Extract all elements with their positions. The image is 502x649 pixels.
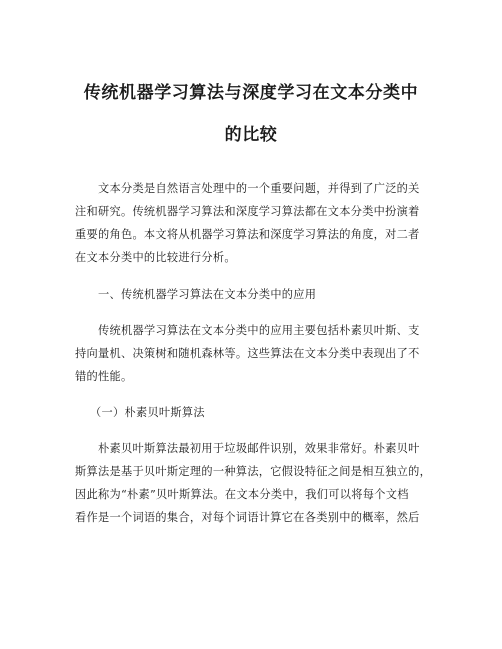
paragraph-2-line-1: 传统机器学习算法在文本分类中的应用主要包括朴素贝叶斯、支 (98, 324, 420, 337)
subsection-1-heading: （一）朴素贝叶斯算法 (90, 406, 205, 419)
paragraph-2-line-3: 错的性能。 (75, 370, 133, 383)
document-title-line-1: 传统机器学习算法与深度学习在文本分类中 (83, 83, 419, 103)
paragraph-3-line-3: 因此称为“朴素”贝叶斯算法。在文本分类中，我们可以将每个文档 (75, 488, 409, 501)
paragraph-2-line-2: 持向量机、决策树和随机森林等。这些算法在文本分类中表现出了不 (75, 347, 420, 360)
section-1-heading: 一、传统机器学习算法在文本分类中的应用 (98, 288, 317, 301)
paragraph-1-line-2: 注和研究。传统机器学习算法和深度学习算法都在文本分类中扮演着 (75, 205, 420, 218)
paragraph-3-line-2: 斯算法是基于贝叶斯定理的一种算法，它假设特征之间是相互独立的， (75, 465, 432, 478)
paragraph-1-line-3: 重要的角色。本文将从机器学习算法和深度学习算法的角度，对二者 (75, 228, 420, 241)
paragraph-1-line-4: 在文本分类中的比较进行分析。 (75, 251, 236, 264)
paragraph-3-line-4: 看作是一个词语的集合，对每个词语计算它在各类别中的概率，然后 (75, 511, 420, 524)
paragraph-1-line-1: 文本分类是自然语言处理中的一个重要问题，并得到了广泛的关 (98, 182, 420, 195)
document-title-line-2: 的比较 (224, 125, 278, 145)
paragraph-3-line-1: 朴素贝叶斯算法最初用于垃圾邮件识别，效果非常好。朴素贝叶 (98, 442, 420, 455)
